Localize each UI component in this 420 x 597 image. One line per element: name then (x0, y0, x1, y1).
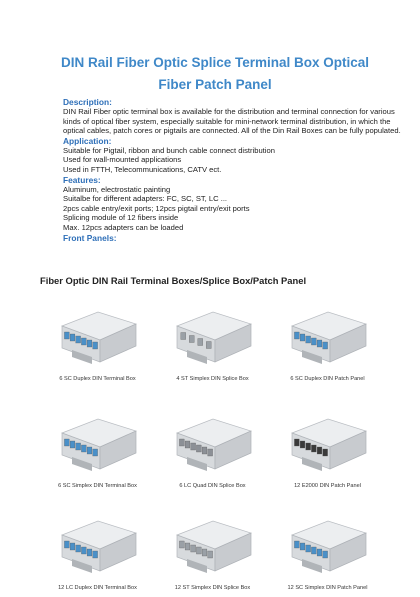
product-photo (282, 407, 374, 477)
product-caption: 6 SC Simplex DIN Terminal Box (58, 483, 137, 489)
description-text: DIN Rail Fiber optic terminal box is available for the distribution and terminal connection for various kinds of optical fiber system, especially suitable for mini-network terminal distribution, in which the optical cables, patch cores or pigtails are connected. All of the Din Rail Boxes can be fully populated. (63, 107, 401, 136)
product-caption: 12 ST Simplex DIN Splice Box (174, 585, 251, 591)
feature-item: Suitalbe for different adapters: FC, SC, ST, LC ... (63, 194, 228, 204)
feature-item: Max. 12pcs adapters can be loaded (63, 222, 184, 232)
product-caption: 4 ST Simplex DIN Splice Box (176, 376, 249, 382)
product-photo (282, 509, 374, 579)
application-item: Used for wall-mounted applications (63, 155, 182, 165)
product-card (270, 405, 385, 495)
product-caption: 12 SC Simplex DIN Patch Panel (287, 585, 368, 591)
title-line-2: Fiber Patch Panel (158, 77, 272, 92)
application-item: Used in FTTH, Telecommunications, CATV ect. (63, 164, 222, 174)
product-card (155, 507, 270, 597)
feature-item: Aluminum, electrostatic painting (63, 184, 171, 194)
product-card (155, 405, 270, 495)
product-card (270, 507, 385, 597)
product-card (40, 405, 155, 495)
description-heading: Description: (63, 97, 112, 107)
product-photo (167, 407, 259, 477)
product-card (40, 507, 155, 597)
title-line-1: DIN Rail Fiber Optic Splice Terminal Box Optical (60, 55, 370, 70)
application-heading: Application: (63, 135, 112, 146)
product-caption: 12 LC Duplex DIN Terminal Box (58, 585, 137, 591)
gallery-title: Fiber Optic DIN Rail Terminal Boxes/Splice Box/Patch Panel (40, 275, 307, 286)
page-title (40, 52, 390, 96)
features-heading: Features: (63, 174, 101, 185)
product-photo (167, 509, 259, 579)
feature-item: Splicing module of 12 fibers inside (63, 213, 179, 223)
feature-item: 2pcs cable entry/exit ports; 12pcs pigtail entry/exit ports (63, 203, 250, 213)
product-gallery (40, 298, 385, 593)
product-card (270, 298, 385, 388)
product-photo (282, 300, 374, 370)
product-caption: 6 SC Duplex DIN Patch Panel (290, 376, 365, 382)
spec-text (63, 97, 408, 243)
product-caption: 6 SC Duplex DIN Terminal Box (59, 376, 136, 382)
product-photo (52, 300, 144, 370)
product-photo (52, 509, 144, 579)
product-caption: 6 LC Quad DIN Splice Box (179, 483, 246, 489)
product-card (40, 298, 155, 388)
application-item: Suitable for Pigtail, ribbon and bunch cable connect distribution (63, 145, 275, 155)
product-card (155, 298, 270, 388)
product-photo (167, 300, 259, 370)
product-caption: 12 E2000 DIN Patch Panel (294, 483, 361, 489)
product-photo (52, 407, 144, 477)
front-panels-heading: Front Panels: (63, 232, 117, 243)
